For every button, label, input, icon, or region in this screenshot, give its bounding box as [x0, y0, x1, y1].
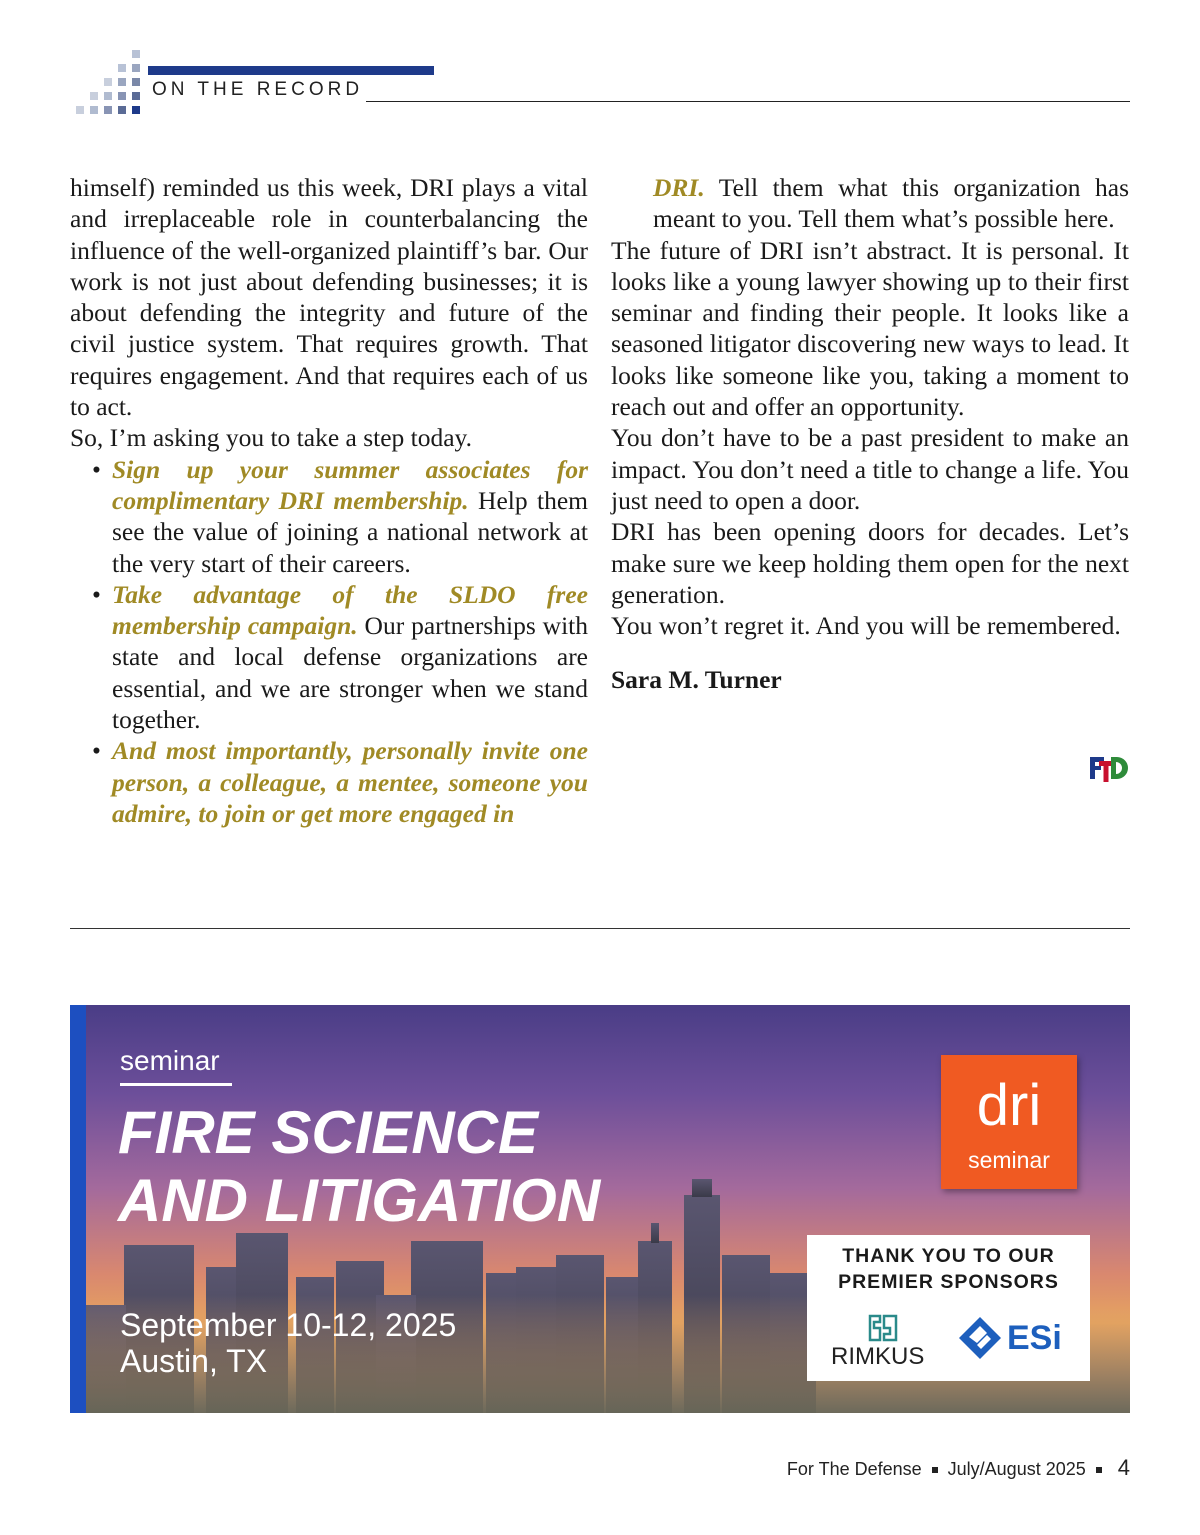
seminar-banner-ad[interactable]: [70, 1005, 1130, 1413]
banner-kicker-underline: [120, 1083, 232, 1086]
header-dot: [118, 78, 126, 86]
page-footer: [787, 1455, 1130, 1481]
header-dot-pattern: [70, 48, 150, 122]
list-item-text: Help them see the value of joining a national network at the very start of their careers.: [112, 485, 588, 578]
banner-location: Austin, TX: [120, 1343, 268, 1379]
header-dot: [132, 50, 140, 58]
list-item-lead: Take advantage of the SLDO free membership campaign.: [112, 579, 588, 641]
dri-logo-word: dri: [976, 1073, 1042, 1138]
paragraph: DRI has been opening doors for decades. Let’s make sure we keep holding them open for the next generation.: [611, 517, 1129, 609]
header-dot: [132, 78, 140, 86]
header-dot: [104, 78, 112, 86]
footer-separator: [1096, 1467, 1102, 1473]
header-dot: [132, 106, 140, 114]
dri-seminar-logo: [941, 1055, 1077, 1189]
header-dot: [104, 92, 112, 100]
issue-date: July/August 2025: [947, 1459, 1086, 1479]
left-column: [70, 172, 588, 829]
section-title: ON THE RECORD: [152, 79, 364, 100]
sponsor-esi: ESi: [1007, 1319, 1062, 1357]
sponsor-heading-line: PREMIER SPONSORS: [838, 1271, 1059, 1293]
publication-name: For The Defense: [786, 1459, 922, 1479]
ftd-logo-icon: [1088, 752, 1130, 784]
list-item-lead: Sign up your summer associates for complimentary DRI membership.: [112, 454, 588, 515]
list-item-text: Our partnerships with state and local defense organizations are essential, and we are stronger when we stand together.: [112, 611, 588, 735]
banner-title-line: AND LITIGATION: [118, 1167, 601, 1234]
section-divider: [70, 928, 1130, 929]
paragraph: himself) reminded us this week, DRI plays a vital and irreplaceable role in counterbalancing the influence of the well-organized plaintiff’s bar. Our work is not just about defending businesses; it is about defending the integrity and future of the civil justice system. That requires growth. That requires engagement. And that requires each of us to act.: [70, 173, 588, 422]
header-dot: [118, 106, 126, 114]
esi-logo-icon: [957, 1315, 1003, 1361]
header-accent-bar: [148, 66, 434, 75]
header-dot: [90, 106, 98, 114]
header-dot: [118, 92, 126, 100]
list-item-lead: And most importantly, personally invite one person, a colleague, a mentee, someone you admire, to join or get more engaged in: [112, 736, 588, 828]
header-dot: [76, 106, 84, 114]
list-item: [92, 735, 588, 829]
rimkus-logo-icon: [867, 1313, 901, 1343]
continuation-text: Tell them what this organization has meant to you. Tell them what’s possible here.: [653, 173, 1129, 234]
banner-title: [118, 1099, 600, 1235]
banner-accent-edge: [70, 1005, 86, 1413]
header-dot: [132, 92, 140, 100]
right-column: [611, 172, 1129, 696]
footer-separator: [932, 1467, 938, 1473]
page-header: [70, 48, 1130, 122]
banner-event-details: [120, 1307, 456, 1379]
list-item: [92, 454, 588, 579]
header-dot: [90, 92, 98, 100]
list-item: [92, 579, 588, 735]
author-signature: Sara M. Turner: [611, 665, 782, 695]
paragraph: The future of DRI isn’t abstract. It is personal. It looks like a young lawyer showing up to their first seminar and finding their people. It looks like a seasoned litigator discovering new ways to lead. It looks like someone like you, taking a moment to reach out and offer an opportunity.: [611, 235, 1129, 422]
banner-date: September 10-12, 2025: [120, 1307, 457, 1343]
sponsor-panel: [807, 1235, 1090, 1381]
header-dot: [118, 64, 126, 72]
header-dot: [132, 64, 140, 72]
banner-kicker: seminar: [120, 1045, 220, 1076]
paragraph: You won’t regret it. And you will be remembered.: [611, 611, 1121, 641]
paragraph: You don’t have to be a past president to make an impact. You don’t need a title to change a life. You just need to open a door.: [611, 423, 1129, 515]
bullet-continuation: [653, 172, 1129, 235]
sponsor-heading: [807, 1243, 1090, 1295]
header-dot: [104, 106, 112, 114]
dri-logo-sub: seminar: [968, 1147, 1050, 1173]
header-rule: [366, 101, 1130, 102]
sponsor-rimkus: RIMKUS: [831, 1343, 925, 1370]
sponsor-heading-line: THANK YOU TO OUR: [842, 1245, 1055, 1267]
banner-title-line: FIRE SCIENCE: [118, 1099, 539, 1166]
page-number: 4: [1117, 1455, 1130, 1480]
continuation-lead: DRI.: [653, 173, 705, 202]
action-list: [92, 454, 588, 830]
paragraph: So, I’m asking you to take a step today.: [70, 423, 473, 453]
